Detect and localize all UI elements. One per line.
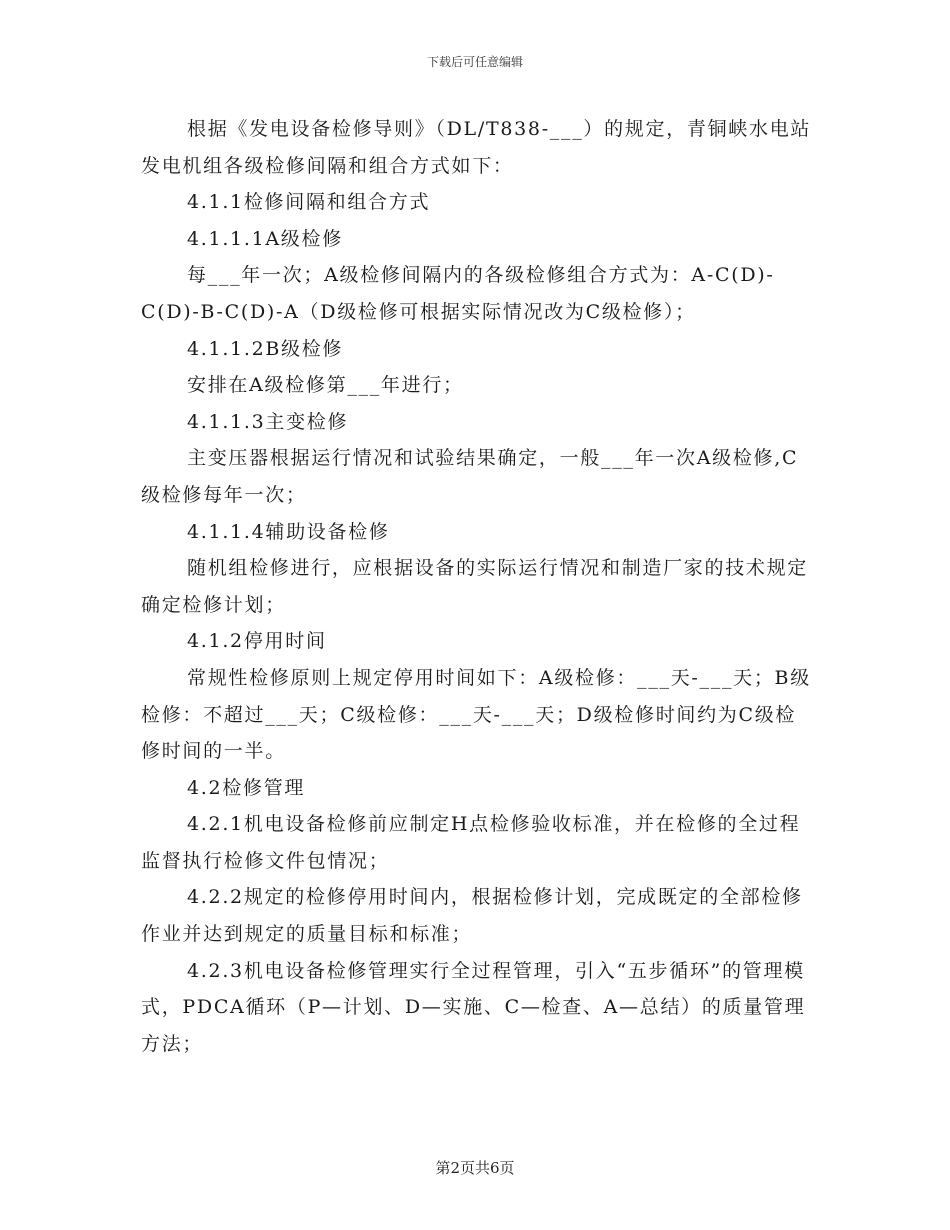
paragraph-intro: 根据《发电设备检修导则》（DL/T838-___）的规定，青铜峡水电站发电机组各级检修间隔和组合方式如下： xyxy=(141,118,812,177)
heading-4-1-1-1: 4.1.1.1A级检修 xyxy=(187,227,343,250)
paragraph-4-2-1: 4.2.1机电设备检修前应制定H点检修验收标准，并在检修的全过程监督执行检修文件包情况； xyxy=(141,813,801,872)
heading-4-1-2: 4.1.2停用时间 xyxy=(187,630,327,653)
paragraph-4-2-2: 4.2.2规定的检修停用时间内，根据检修计划，完成既定的全部检修作业并达到规定的质量目标和标准； xyxy=(141,886,803,946)
heading-4-1-1-3: 4.1.1.3主变检修 xyxy=(187,410,349,433)
paragraph-main-transformer: 主变压器根据运行情况和试验结果确定，一般___年一次A级检修,C级检修每年一次； xyxy=(141,447,799,506)
heading-4-2: 4.2检修管理 xyxy=(187,776,306,799)
paragraph-4-2-3: 4.2.3机电设备检修管理实行全过程管理，引入“五步循环”的管理模式，PDCA循环（P—计划、D—实施、C—检查、A—总结）的质量管理方法； xyxy=(141,959,806,1055)
document-body xyxy=(141,111,813,1062)
paragraph-outage-time: 常规性检修原则上规定停用时间如下：A级检修：___天-___天；B级检修：不超过___天；C级检修：___天-___天；D级检修时间约为C级检修时间的一半。 xyxy=(141,666,811,763)
paragraph-b-level: 安排在A级检修第___年进行； xyxy=(187,374,464,397)
page-footer: 第2页共6页 xyxy=(435,1159,515,1177)
heading-4-1-1-4: 4.1.1.4辅助设备检修 xyxy=(187,520,390,543)
paragraph-auxiliary: 随机组检修进行，应根据设备的实际运行情况和制造厂家的技术规定确定检修计划； xyxy=(141,557,809,616)
page-header: 下载后可任意编辑 xyxy=(426,55,523,69)
heading-4-1-1-2: 4.1.1.2B级检修 xyxy=(187,337,344,360)
paragraph-a-level: 每___年一次；A级检修间隔内的各级检修组合方式为：A-C(D)-C(D)-B-C(D)-A（D级检修可根据实际情况改为C级检修）； xyxy=(141,264,775,323)
heading-4-1-1: 4.1.1检修间隔和组合方式 xyxy=(187,191,431,214)
